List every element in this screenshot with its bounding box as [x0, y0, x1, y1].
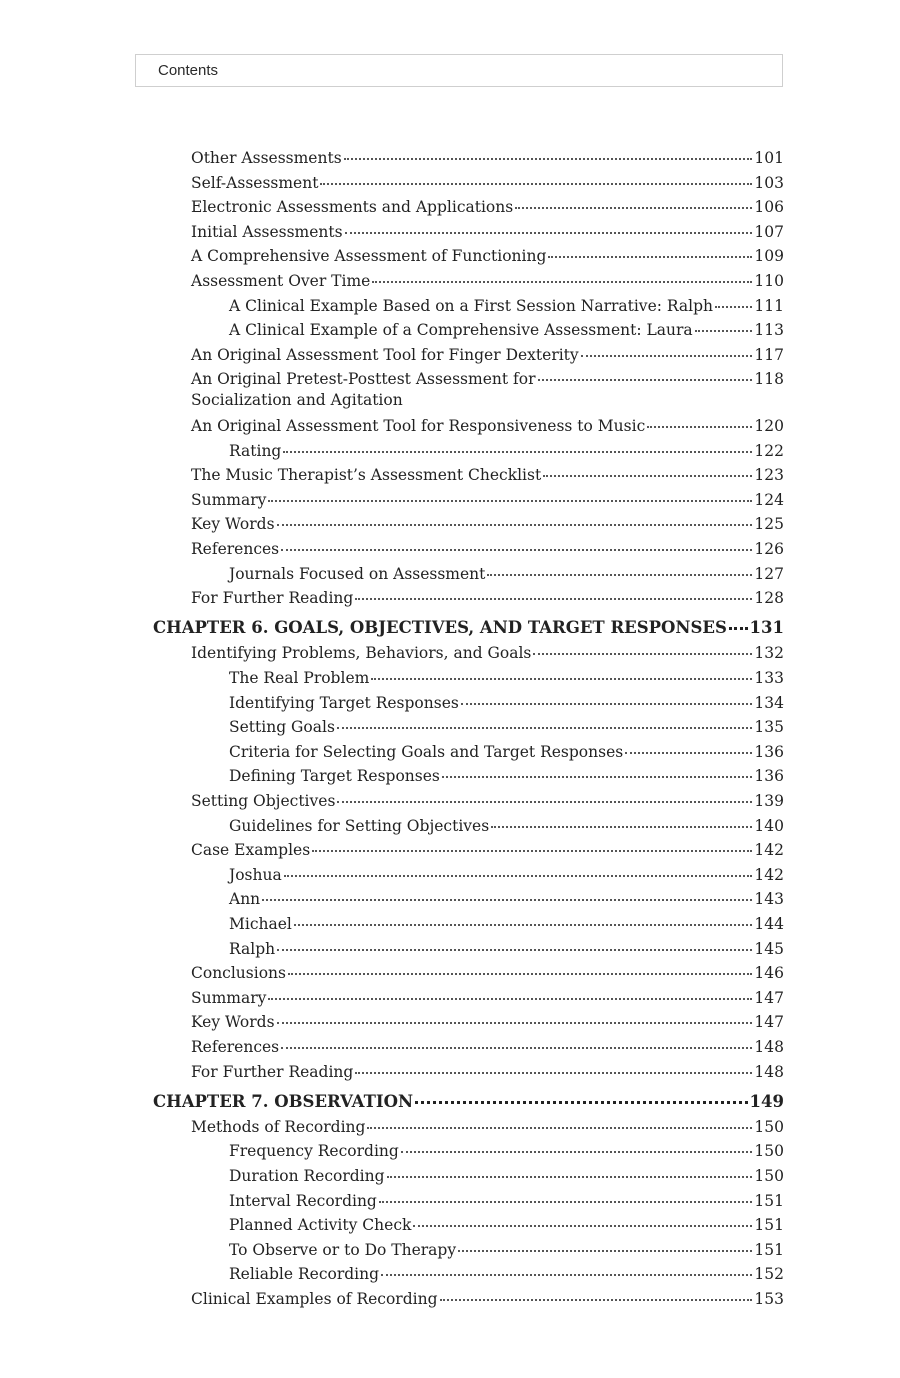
toc-entry-title: Setting Goals [229, 718, 335, 737]
toc-entry-title: Joshua [229, 865, 282, 884]
dot-leader [543, 475, 752, 477]
toc-entry[interactable] [229, 715, 784, 740]
toc-chapter-entry[interactable] [153, 616, 784, 641]
toc-entry[interactable] [229, 562, 784, 587]
dot-leader [515, 207, 752, 209]
dot-leader [538, 379, 753, 381]
dot-leader [491, 826, 752, 828]
toc-entry[interactable] [229, 937, 784, 962]
running-header-title: Contents [158, 62, 219, 79]
dot-leader [440, 1299, 753, 1301]
toc-entry[interactable] [229, 666, 784, 691]
toc-entry-page: 143 [754, 890, 784, 909]
toc-entry[interactable] [191, 244, 784, 269]
toc-entry-title: Michael [229, 914, 292, 933]
toc-entry[interactable] [229, 1139, 784, 1164]
toc-entry[interactable] [191, 986, 784, 1011]
dot-leader [695, 330, 753, 332]
toc-entry-page: 110 [754, 272, 784, 290]
toc-entry[interactable] [191, 838, 784, 863]
toc-entry-page: 113 [754, 321, 784, 340]
dot-leader [729, 627, 748, 630]
toc-entry[interactable] [229, 1189, 784, 1214]
toc-entry-title: Duration Recording [229, 1166, 385, 1185]
toc-entry-page: 126 [754, 539, 784, 558]
toc-entry-title: Self-Assessment [191, 173, 319, 192]
toc-entry-title: Guidelines for Setting Objectives [229, 816, 490, 835]
toc-entry-page: 151 [754, 1191, 784, 1210]
toc-entry[interactable] [191, 488, 784, 513]
dot-leader [344, 158, 753, 160]
dot-leader [379, 1201, 753, 1203]
dot-leader [533, 653, 752, 655]
dot-leader [372, 281, 752, 283]
toc-entry-page: 145 [754, 939, 784, 958]
toc-entry[interactable] [191, 269, 784, 294]
toc-entry[interactable] [229, 863, 784, 888]
toc-entry-title: Frequency Recording [229, 1142, 399, 1161]
toc-entry-title: Conclusions [191, 964, 286, 983]
toc-entry-page: 148 [754, 1037, 784, 1056]
toc-entry-page: 139 [754, 791, 784, 810]
dot-leader [355, 598, 752, 600]
toc-entry-page: 136 [754, 767, 784, 786]
toc-entry-page: 109 [754, 247, 784, 266]
toc-entry-page: 127 [754, 564, 784, 583]
toc-entry-page: 123 [754, 466, 784, 485]
dot-leader [337, 727, 753, 729]
toc-entry[interactable] [191, 1035, 784, 1060]
toc-entry[interactable] [229, 912, 784, 937]
dot-leader [647, 426, 752, 428]
toc-entry[interactable] [191, 586, 784, 611]
dot-leader [268, 998, 752, 1000]
toc-entry-title: A Clinical Example of a Comprehensive Assessment: Laura [229, 321, 693, 340]
toc-entry[interactable] [229, 814, 784, 839]
toc-entry[interactable] [229, 764, 784, 789]
toc-entry[interactable] [191, 789, 784, 814]
toc-entry-title: For Further Reading [191, 589, 354, 608]
dot-leader [415, 1101, 748, 1104]
toc-entry[interactable] [191, 641, 784, 666]
toc-entry-page: 148 [754, 1062, 784, 1081]
toc-entry-page: 147 [754, 1013, 784, 1032]
toc-entry[interactable] [191, 463, 784, 488]
toc-entry-page: 142 [754, 841, 784, 860]
dot-leader [625, 752, 752, 754]
toc-entry[interactable] [191, 367, 784, 411]
toc-entry-page: 107 [754, 222, 784, 241]
toc-entry[interactable] [229, 318, 784, 343]
toc-entry-title: Initial Assessments [191, 222, 343, 241]
dot-leader [367, 1127, 752, 1129]
toc-entry[interactable] [229, 1262, 784, 1287]
toc-entry-title: References [191, 1037, 280, 1056]
dot-leader [461, 703, 753, 705]
toc-entry-title: Methods of Recording [191, 1117, 366, 1136]
toc-entry-title: Defining Target Responses [229, 767, 440, 786]
toc-entry-title: Summary [191, 988, 267, 1007]
dot-leader [281, 1047, 752, 1049]
toc-entry-title: Identifying Problems, Behaviors, and Goals [191, 644, 532, 663]
toc-entry-title: Setting Objectives [191, 791, 336, 810]
toc-entry-page: 150 [754, 1117, 784, 1136]
toc-entry[interactable] [191, 1060, 784, 1085]
dot-leader [387, 1176, 753, 1178]
dot-leader [581, 355, 753, 357]
toc-entry[interactable] [229, 1213, 784, 1238]
toc-entry-title: Key Words [191, 1013, 275, 1032]
dot-leader [294, 924, 753, 926]
toc-entry-title: Journals Focused on Assessment [229, 564, 486, 583]
toc-entry-title: Clinical Examples of Recording [191, 1289, 438, 1308]
toc-entry-title: Case Examples [191, 841, 311, 860]
toc-entry[interactable] [191, 195, 784, 220]
toc-entry-page: 151 [754, 1240, 784, 1259]
toc-entry[interactable] [191, 1115, 784, 1140]
dot-leader [548, 256, 752, 258]
dot-leader [487, 574, 752, 576]
toc-entry-page: 150 [754, 1166, 784, 1185]
dot-leader [277, 524, 753, 526]
toc-entry-title: An Original Assessment Tool for Responsiveness to Music [191, 416, 646, 435]
dot-leader [283, 451, 752, 453]
toc-entry-title: The Music Therapist’s Assessment Checklist [191, 466, 542, 485]
dot-leader [284, 875, 753, 877]
toc-entry-title: Ralph [229, 939, 276, 958]
toc-entry-page: 152 [754, 1265, 784, 1284]
toc-entry-page: 133 [754, 668, 784, 687]
running-header [135, 54, 783, 87]
toc-entry[interactable] [229, 1164, 784, 1189]
toc-entry-title: Ann [229, 890, 261, 909]
toc-entry[interactable] [229, 1238, 784, 1263]
toc-entry-page: 135 [754, 718, 784, 737]
dot-leader [355, 1072, 752, 1074]
toc-entry-page: 136 [754, 742, 784, 761]
dot-leader [277, 949, 752, 951]
toc-entry-title: Planned Activity Check [229, 1216, 412, 1235]
toc-entry-page: 111 [754, 296, 784, 315]
dot-leader [715, 306, 752, 308]
dot-leader [371, 678, 752, 680]
toc-entry-page: 128 [754, 589, 784, 608]
toc-entry-page: 150 [754, 1142, 784, 1161]
toc-entry-page: 124 [754, 490, 784, 509]
toc-entry[interactable] [191, 512, 784, 537]
toc-entry-page: 151 [754, 1216, 784, 1235]
toc-entry-page: 144 [754, 914, 784, 933]
toc-entry-title: A Comprehensive Assessment of Functioning [191, 247, 547, 266]
toc-entry-page: 122 [754, 441, 784, 460]
toc-entry[interactable] [191, 146, 784, 171]
toc-entry[interactable] [191, 961, 784, 986]
toc-entry-page: 146 [754, 964, 784, 983]
toc-entry-page: 153 [754, 1289, 784, 1308]
toc-entry-page: 120 [754, 416, 784, 435]
toc-chapter-entry[interactable] [153, 1090, 784, 1115]
toc-entry[interactable] [191, 220, 784, 245]
toc-entry-title: Rating [229, 441, 282, 460]
toc-entry-title: Other Assessments [191, 149, 342, 167]
toc-entry-page: 117 [754, 345, 784, 364]
toc-entry[interactable] [229, 887, 784, 912]
toc-entry-title: The Real Problem [229, 668, 370, 687]
dot-leader [442, 776, 753, 778]
toc-entry-title: Assessment Over Time [191, 272, 371, 290]
toc-entry-page: 134 [754, 693, 784, 712]
toc-entry-page: 118 [754, 370, 784, 389]
toc-entry-title: A Clinical Example Based on a First Session Narrative: Ralph [229, 296, 714, 315]
toc-entry-page: 149 [749, 1091, 784, 1111]
dot-leader [413, 1225, 752, 1227]
dot-leader [337, 801, 752, 803]
toc-entry[interactable] [191, 1010, 784, 1035]
dot-leader [312, 850, 752, 852]
toc-entry[interactable] [191, 537, 784, 562]
toc-entry-page: 131 [749, 618, 784, 638]
toc-entry-title: For Further Reading [191, 1062, 354, 1081]
toc-entry-title: An Original Pretest-Posttest Assessment for Socialization and Agitation [191, 370, 536, 410]
toc-entry-title: Interval Recording [229, 1191, 377, 1210]
toc-entry-title: An Original Assessment Tool for Finger Dexterity [191, 345, 579, 364]
toc-entry[interactable] [229, 691, 784, 716]
dot-leader [288, 973, 752, 975]
toc-entry-title: Summary [191, 490, 267, 509]
dot-leader [277, 1022, 753, 1024]
toc-entry-page: 103 [754, 173, 784, 192]
toc-entry-page: 147 [754, 988, 784, 1007]
toc-entry-title: To Observe or to Do Therapy [229, 1240, 457, 1259]
dot-leader [281, 549, 752, 551]
toc-entry-title: CHAPTER 6. GOALS, OBJECTIVES, AND TARGET RESPONSES [153, 618, 727, 638]
dot-leader [401, 1151, 753, 1153]
toc-entry-page: 132 [754, 644, 784, 663]
toc-entry[interactable] [191, 343, 784, 368]
toc-entry[interactable] [191, 414, 784, 439]
toc-entry-title: Criteria for Selecting Goals and Target Responses [229, 742, 624, 761]
dot-leader [268, 500, 752, 502]
toc-entry-title: Identifying Target Responses [229, 693, 459, 712]
toc-entry-title: Reliable Recording [229, 1265, 380, 1284]
toc-entry-title: CHAPTER 7. OBSERVATION [153, 1091, 414, 1111]
toc-entry[interactable] [229, 439, 784, 464]
dot-leader [320, 183, 752, 185]
dot-leader [458, 1250, 752, 1252]
toc-entry-page: 142 [754, 865, 784, 884]
toc-entry-title: Electronic Assessments and Applications [191, 198, 514, 217]
toc-entry-title: Key Words [191, 515, 275, 534]
toc-entry[interactable] [191, 1287, 784, 1312]
toc-entry-page: 140 [754, 816, 784, 835]
toc-entry-page: 106 [754, 198, 784, 217]
toc-entry-page: 125 [754, 515, 784, 534]
toc-entry[interactable] [229, 294, 784, 319]
toc-entry[interactable] [191, 171, 784, 196]
dot-leader [262, 899, 752, 901]
toc-entry[interactable] [229, 740, 784, 765]
dot-leader [381, 1274, 752, 1276]
dot-leader [345, 232, 753, 234]
toc-entry-title: References [191, 539, 280, 558]
toc-entry-page: 101 [754, 149, 784, 167]
